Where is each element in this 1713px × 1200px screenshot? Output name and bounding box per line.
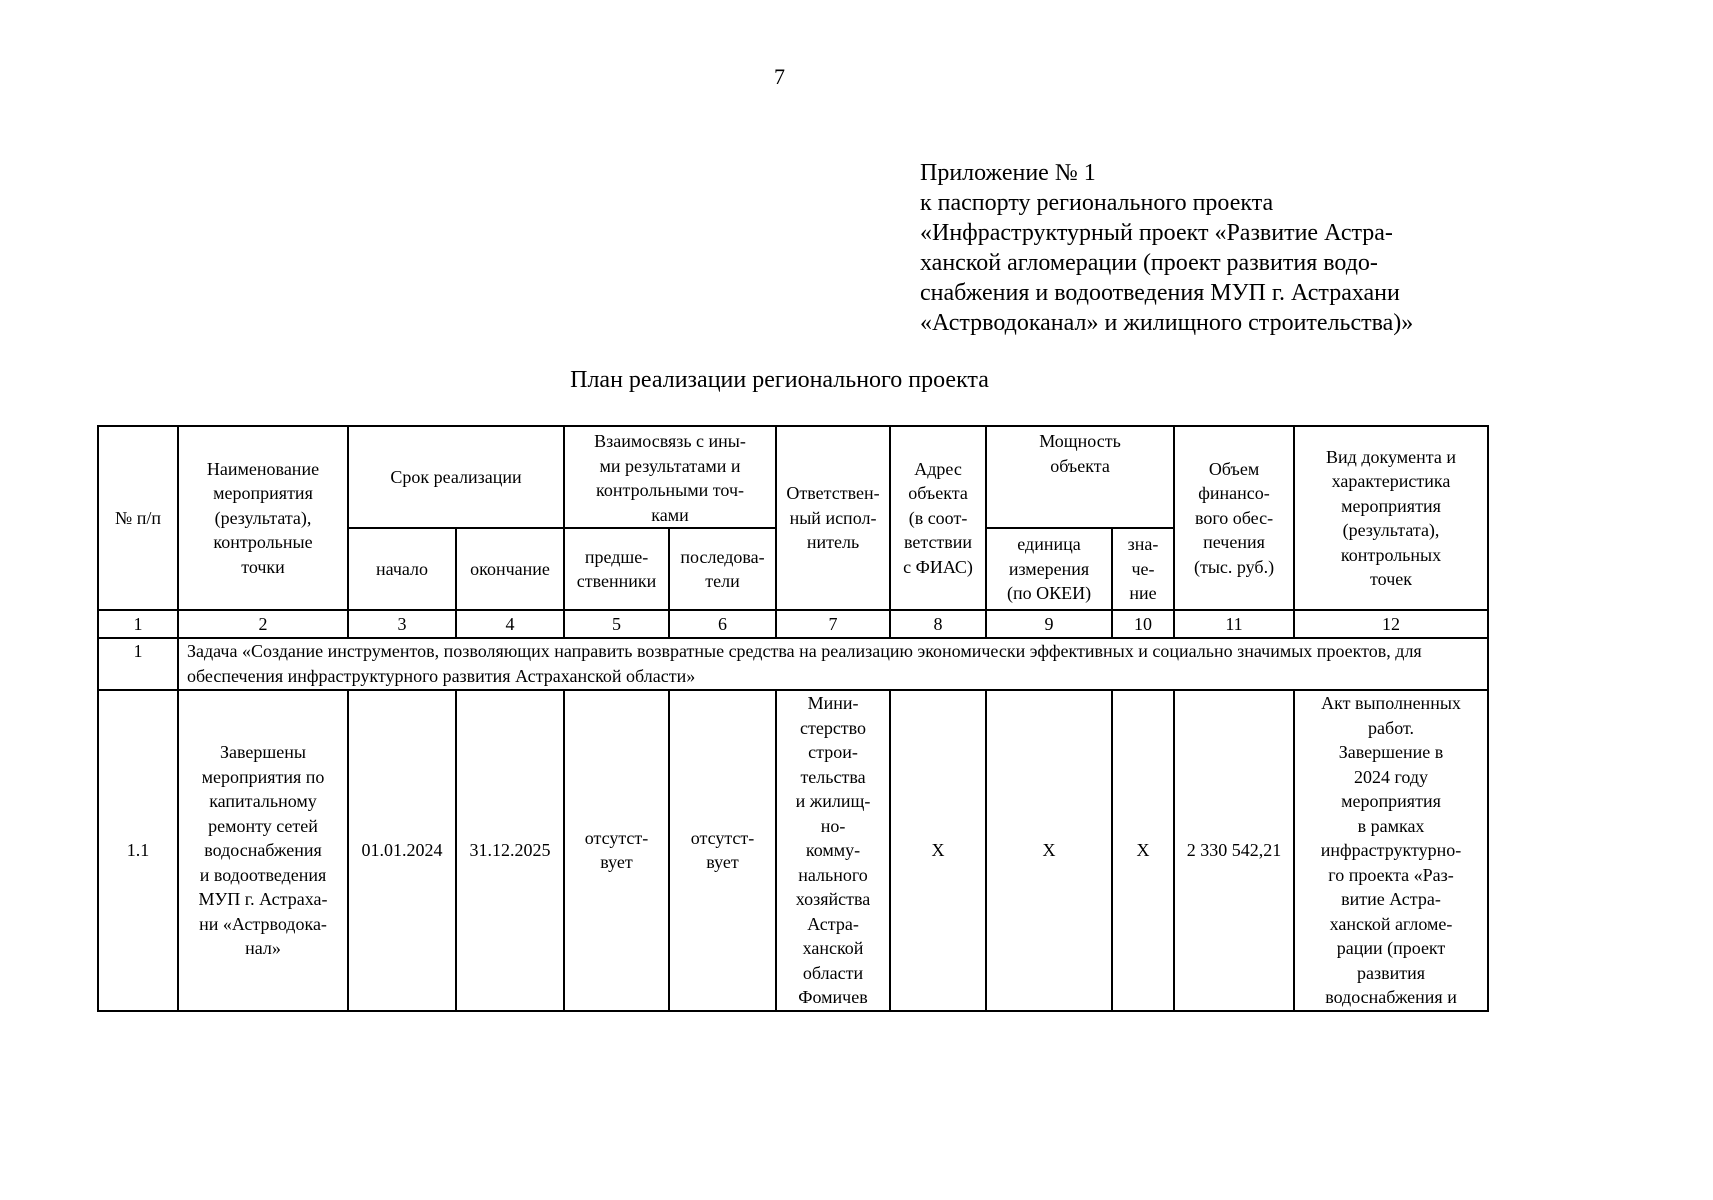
header-responsible: Ответствен- ный испол- нитель <box>776 426 890 610</box>
cell-start: 01.01.2024 <box>348 690 456 1011</box>
column-number: 1 <box>98 610 178 638</box>
column-number: 10 <box>1112 610 1174 638</box>
cell-value: X <box>1112 690 1174 1011</box>
header-unit: единица измерения (по ОКЕИ) <box>986 528 1112 610</box>
cell-document: Акт выполненных работ. Завершение в 2024 году мероприятия в рамках инфраструктурно- го проекта «Раз- витие Астра- ханской агломе- рации (проект развития водоснабжения и <box>1294 690 1488 1011</box>
column-number: 11 <box>1174 610 1294 638</box>
appendix-line: ханской агломерации (проект развития водо- <box>920 250 1378 276</box>
column-number: 9 <box>986 610 1112 638</box>
column-number: 5 <box>564 610 669 638</box>
task-text: Задача «Создание инструментов, позволяющих направить возвратные средства на реализацию экономически эффективных и социально значимых проектов, для обеспечения инфраструктурного развития Астраханской области» <box>178 638 1488 690</box>
header-address: Адрес объекта (в соот- ветствии с ФИАС) <box>890 426 986 610</box>
header-links: Взаимосвязь с ины- ми результатами и контрольными точ- ками <box>564 426 776 528</box>
column-number: 2 <box>178 610 348 638</box>
plan-table <box>97 425 1489 1012</box>
cell-unit: X <box>986 690 1112 1011</box>
header-row <box>98 426 1488 528</box>
header-document: Вид документа и характеристика мероприятия (результата), контрольных точек <box>1294 426 1488 610</box>
plan-title: План реализации регионального проекта <box>570 367 989 393</box>
header-successors: последова- тели <box>669 528 776 610</box>
task-number: 1 <box>98 638 178 690</box>
task-row <box>98 638 1488 690</box>
cell-predecessors: отсутст- вует <box>564 690 669 1011</box>
appendix-header <box>920 158 1413 338</box>
header-finance: Объем финансо- вого обес- печения (тыс. руб.) <box>1174 426 1294 610</box>
appendix-line: Приложение № 1 <box>920 160 1096 186</box>
column-number: 4 <box>456 610 564 638</box>
cell-finance: 2 330 542,21 <box>1174 690 1294 1011</box>
column-number: 7 <box>776 610 890 638</box>
cell-successors: отсутст- вует <box>669 690 776 1011</box>
appendix-line: к паспорту регионального проекта <box>920 190 1274 216</box>
header-start: начало <box>348 528 456 610</box>
column-number: 12 <box>1294 610 1488 638</box>
cell-end: 31.12.2025 <box>456 690 564 1011</box>
appendix-line: «Инфраструктурный проект «Развитие Астра- <box>920 220 1393 246</box>
page-number: 7 <box>774 64 785 89</box>
table-row <box>98 690 1488 1011</box>
cell-responsible: Мини- стерство строи- тельства и жилищ- но- комму- нального хозяйства Астра- ханской области Фомичев <box>776 690 890 1011</box>
cell-num: 1.1 <box>98 690 178 1011</box>
header-predecessors: предше- ственники <box>564 528 669 610</box>
column-number: 3 <box>348 610 456 638</box>
header-end: окончание <box>456 528 564 610</box>
column-number: 8 <box>890 610 986 638</box>
cell-name: Завершены мероприятия по капитальному ремонту сетей водоснабжения и водоотведения МУП г. Астраха- ни «Астрводока- нал» <box>178 690 348 1011</box>
header-name: Наименование мероприятия (результата), контрольные точки <box>178 426 348 610</box>
appendix-line: снабжения и водоотведения МУП г. Астрахани <box>920 280 1400 306</box>
header-capacity: Мощность объекта <box>986 426 1174 528</box>
cell-address: X <box>890 690 986 1011</box>
appendix-line: «Астрводоканал» и жилищного строительства)» <box>920 310 1414 336</box>
column-number: 6 <box>669 610 776 638</box>
column-number-row <box>98 610 1488 638</box>
header-value: зна- че- ние <box>1112 528 1174 610</box>
header-period: Срок реализации <box>348 426 564 528</box>
header-num: № п/п <box>98 426 178 610</box>
